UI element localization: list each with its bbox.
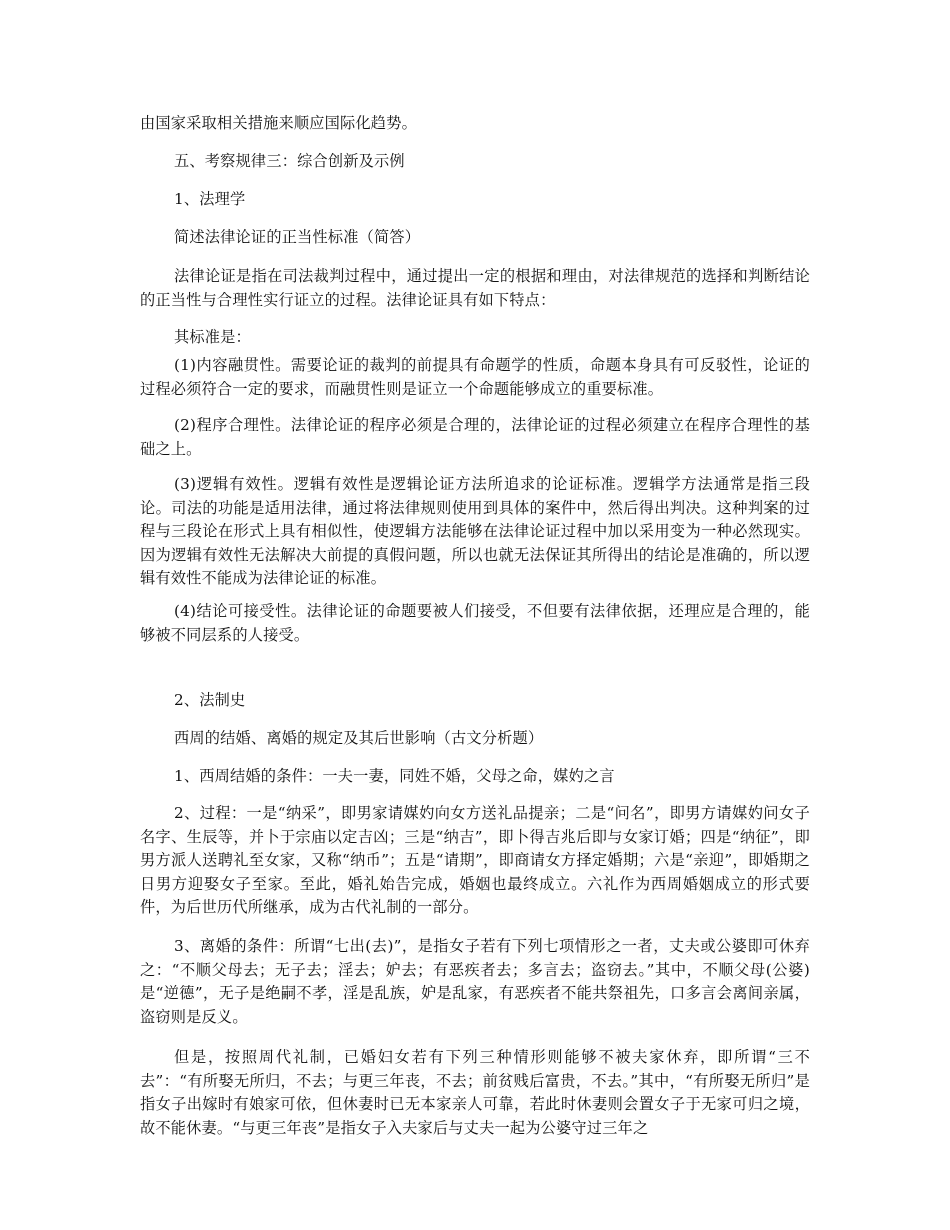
paragraph-marriage-conditions: 1、西周结婚的条件：一夫一妻，同姓不婚，父母之命，媒妁之言	[174, 767, 615, 785]
paragraph-marriage-process: 2、过程：一是“纳采”，即男家请媒妁向女方送礼品提亲；二是“问名”，即男方请媒妁问女子名字、生辰等，并卜于宗庙以定吉凶；三是“纳吉”，即卜得吉兆后即与女家订婚；四是“纳征”，即男方派人送聘礼至女家，又称“纳币”；五是“请期”，即商请女方择定婚期；六是“亲迎”，即婚期之日男方迎娶女子至家。至此，婚礼始告完成，婚姻也最终成立。六礼作为西周婚姻成立的形式要件，为后世历代所继承，成为古代礼制的一部分。	[140, 804, 810, 916]
paragraph-divorce-conditions: 3、离婚的条件：所谓“七出(去)”，是指女子若有下列七项情形之一者，丈夫或公婆即可休弃之：“不顺父母去；无子去；淫去；妒去；有恶疾者去；多言去；盗窃去。”其中，不顺父母(公婆)是“逆德”，无子是绝嗣不孝，淫是乱族，妒是乱家，有恶疾者不能共祭祖先，口多言会离间亲属，盗窃则是反义。	[140, 937, 810, 1026]
section-heading-five: 五、考察规律三：综合创新及示例	[174, 152, 405, 170]
paragraph-standard-logic: (3)逻辑有效性。逻辑有效性是逻辑论证方法所追求的论证标准。逻辑学方法通常是指三段论。司法的功能是适用法律，通过将法律规则使用到具体的案件中，然后得出判决。这种判案的过程与三段论在形式上具有相似性，使逻辑方法能够在法律论证过程中加以采用变为一种必然现实。因为逻辑有效性无法解决大前提的真假问题，所以也就无法保证其所得出的结论是准确的，所以逻辑有效性不能成为法律论证的标准。	[140, 475, 810, 587]
question-heading-legal-argument: 简述法律论证的正当性标准（简答）	[174, 228, 421, 246]
paragraph-continuation: 由国家采取相关措施来顺应国际化趋势。	[140, 114, 417, 132]
paragraph-standard-coherence: (1)内容融贯性。需要论证的裁判的前提具有命题学的性质，命题本身具有可反驳性，论证的过程必须符合一定的要求，而融贯性则是证立一个命题能够成立的重要标准。	[140, 356, 810, 398]
paragraph-three-not-divorce: 但是，按照周代礼制，已婚妇女若有下列三种情形则能够不被夫家休弃，即所谓“三不去”：“有所娶无所归，不去；与更三年丧，不去；前贫贱后富贵，不去。”其中，“有所娶无所归”是指女子出嫁时有娘家可依，但休妻时已无本家亲人可靠，若此时休妻则会置女子于无家可归之境，故不能休妻。“与更三年丧”是指女子入夫家后与丈夫一起为公婆守过三年之	[140, 1048, 810, 1137]
question-heading-western-zhou-marriage: 西周的结婚、离婚的规定及其后世影响（古文分析题）	[174, 729, 544, 747]
paragraph-standard-acceptability: (4)结论可接受性。法律论证的命题要被人们接受，不但要有法律依据，还理应是合理的，能够被不同层系的人接受。	[140, 602, 810, 644]
subsection-heading-jurisprudence: 1、法理学	[174, 190, 246, 208]
subsection-heading-legal-history: 2、法制史	[174, 691, 246, 709]
paragraph-standard-procedure: (2)程序合理性。法律论证的程序必须是合理的，法律论证的过程必须建立在程序合理性的基础之上。	[140, 416, 810, 458]
paragraph-standards-intro: 其标准是：	[174, 328, 251, 346]
paragraph-legal-argument-definition: 法律论证是指在司法裁判过程中，通过提出一定的根据和理由，对法律规范的选择和判断结论的正当性与合理性实行证立的过程。法律论证具有如下特点：	[140, 267, 810, 309]
